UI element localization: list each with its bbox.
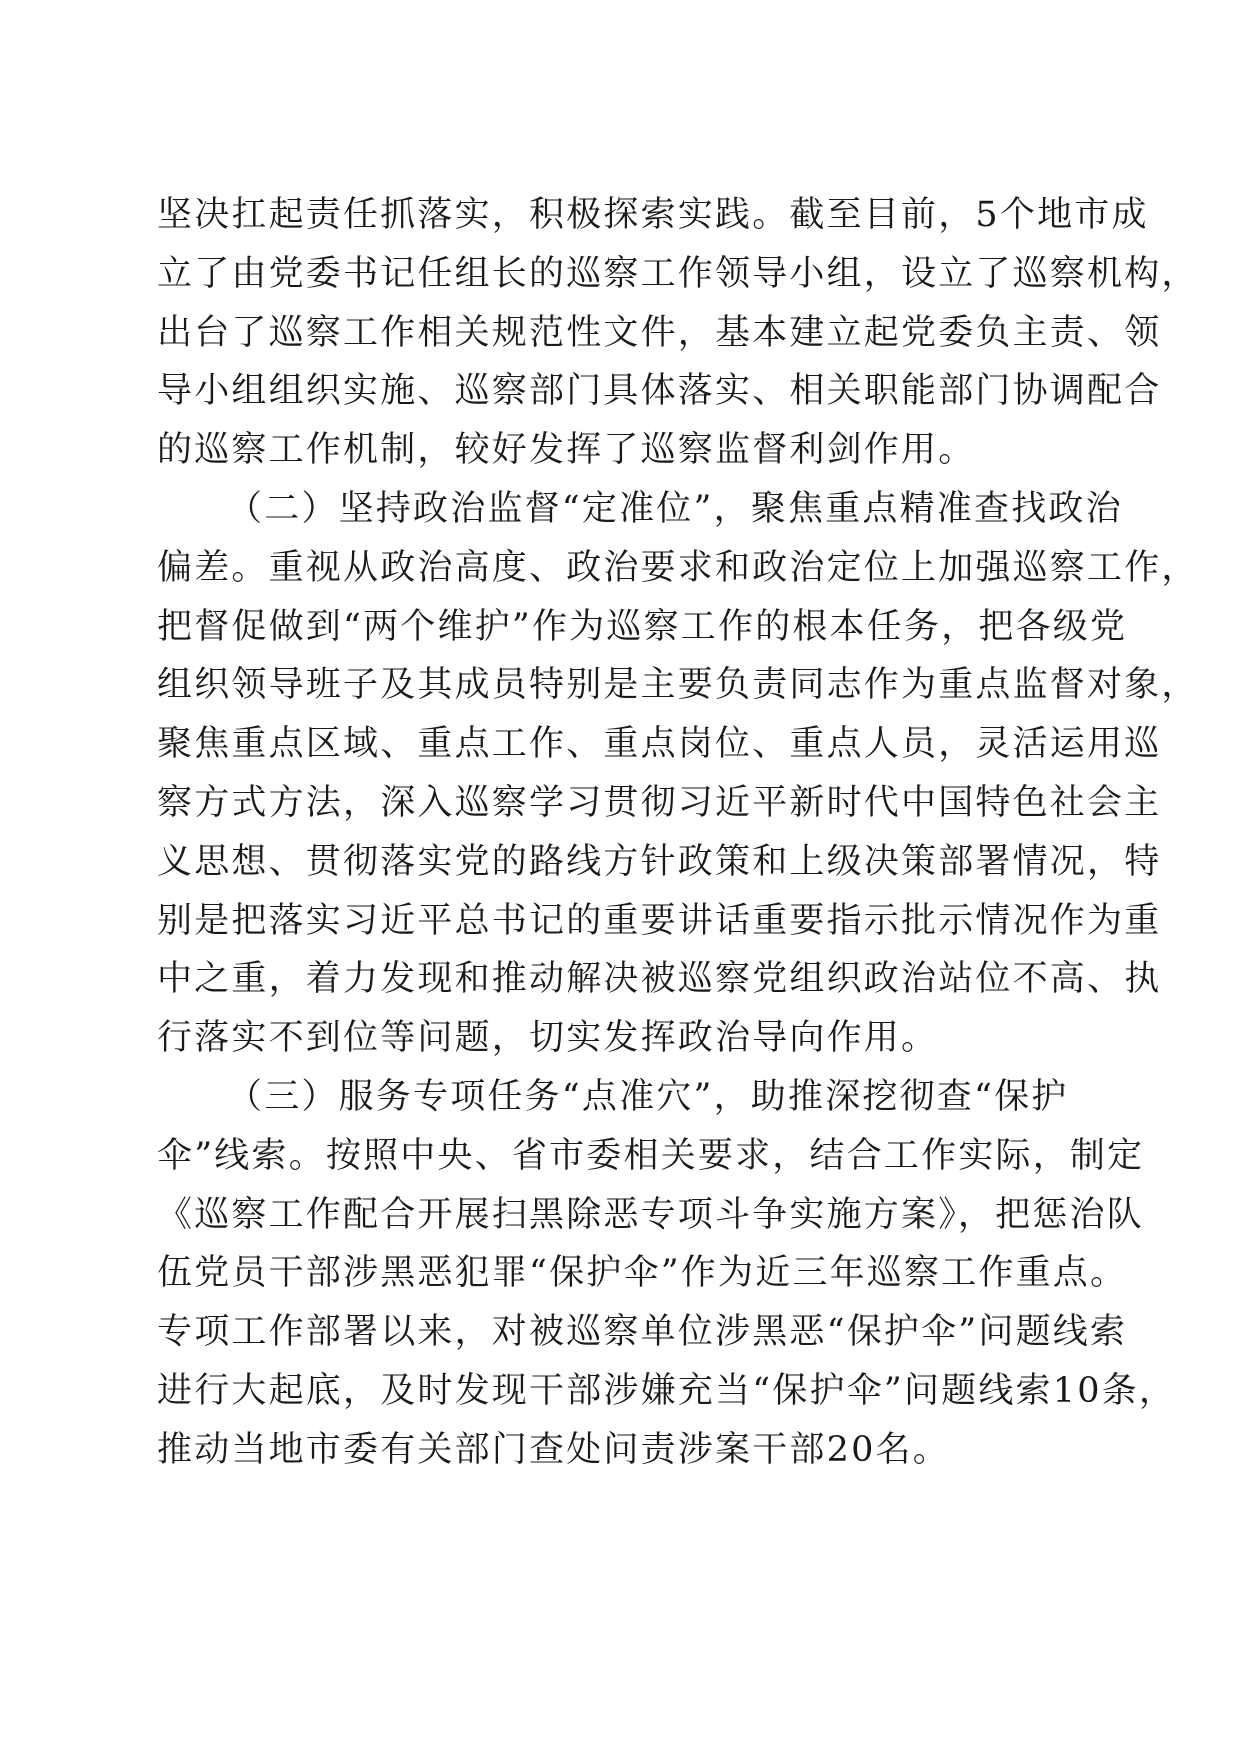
section-3-heading-line: （三）服务专项任务“点准穴”，助推深挖彻查“保护	[227, 1076, 1069, 1117]
text-line-9: 组织领导班子及其成员特别是主要负责同志作为重点监督对象，	[157, 665, 1199, 706]
text-line-12: 义思想、贯彻落实党的路线方针政策和上级决策部署情况，特	[157, 841, 1162, 882]
body-text	[157, 186, 1199, 1480]
text-line-13: 别是把落实习近平总书记的重要讲话重要指示批示情况作为重	[157, 900, 1162, 941]
text-line-5: 的巡察工作机制，较好发挥了巡察监督利剑作用。	[157, 430, 976, 471]
text-line-1: 坚决扛起责任抓落实，积极探索实践。截至目前，5个地市成	[157, 195, 1149, 235]
text-line-2: 立了由党委书记任组长的巡察工作领导小组，设立了巡察机构，	[157, 253, 1199, 294]
text-line-7: 偏差。重视从政治高度、政治要求和政治定位上加强巡察工作，	[157, 547, 1199, 588]
text-line-4: 导小组组织实施、巡察部门具体落实、相关职能部门协调配合	[157, 371, 1162, 412]
text-line-8: 把督促做到“两个维护”作为巡察工作的根本任务，把各级党	[157, 606, 1128, 647]
text-line-21: 进行大起底，及时发现干部涉嫌充当“保护伞”问题线索10条，	[157, 1370, 1177, 1411]
text-line-10: 聚焦重点区域、重点工作、重点岗位、重点人员，灵活运用巡	[157, 724, 1162, 765]
text-line-3: 出台了巡察工作相关规范性文件，基本建立起党委负主责、领	[157, 312, 1162, 353]
text-line-11: 察方式方法，深入巡察学习贯彻习近平新时代中国特色社会主	[157, 782, 1162, 823]
text-line-17: 伞”线索。按照中央、省市委相关要求，结合工作实际，制定	[157, 1135, 1145, 1176]
text-line-15: 行落实不到位等问题，切实发挥政治导向作用。	[157, 1018, 939, 1059]
section-2-heading-line: （二）坚持政治监督“定准位”，聚焦重点精准查找政治	[227, 488, 1123, 529]
text-line-20: 专项工作部署以来，对被巡察单位涉黑恶“保护伞”问题线索	[157, 1312, 1128, 1353]
text-line-19: 伍党员干部涉黑恶犯罪“保护伞”作为近三年巡察工作重点。	[157, 1253, 1128, 1294]
text-line-18: 《巡察工作配合开展扫黑除恶专项斗争实施方案》，把惩治队	[157, 1194, 1144, 1235]
text-line-14: 中之重，着力发现和推动解决被巡察党组织政治站位不高、执	[157, 959, 1162, 1000]
text-line-22: 推动当地市委有关部门查处问责涉案干部20名。	[157, 1429, 950, 1470]
